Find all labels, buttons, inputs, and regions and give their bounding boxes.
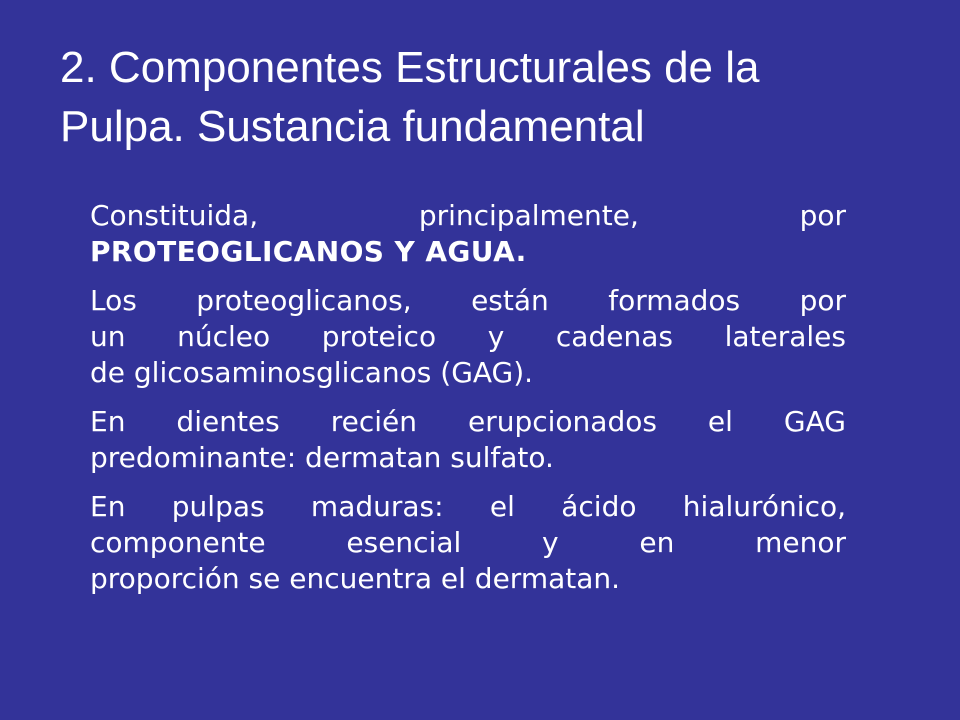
paragraph-proteoglycans-line-1: Los proteoglicanos, están formados por [90,284,846,317]
paragraph-composition-line-1: Constituida, principalmente, por [90,199,846,232]
paragraph-young-teeth-line-1: En dientes recién erupcionados el GAG [90,405,846,438]
slide-title [60,38,920,156]
slide-body [90,198,846,610]
slide-title-line-2: Pulpa. Sustancia fundamental [60,102,645,151]
paragraph-mature-pulp [90,489,846,597]
paragraph-mature-pulp-line-1: En pulpas maduras: el ácido hialurónico, [90,490,846,523]
paragraph-proteoglycans [90,283,846,391]
paragraph-proteoglycans-line-2: un núcleo proteico y cadenas laterales [90,320,846,353]
slide-title-line-1: 2. Componentes Estructurales de la [60,43,760,92]
paragraph-mature-pulp-line-2: componente esencial y en menor [90,526,846,559]
paragraph-composition-line-2: PROTEOGLICANOS Y AGUA. [90,235,527,268]
paragraph-mature-pulp-line-3: proporción se encuentra el dermatan. [90,562,621,595]
paragraph-composition [90,198,846,270]
paragraph-young-teeth-line-2: predominante: dermatan sulfato. [90,441,554,474]
paragraph-proteoglycans-line-3: de glicosaminosglicanos (GAG). [90,356,534,389]
paragraph-young-teeth [90,404,846,476]
